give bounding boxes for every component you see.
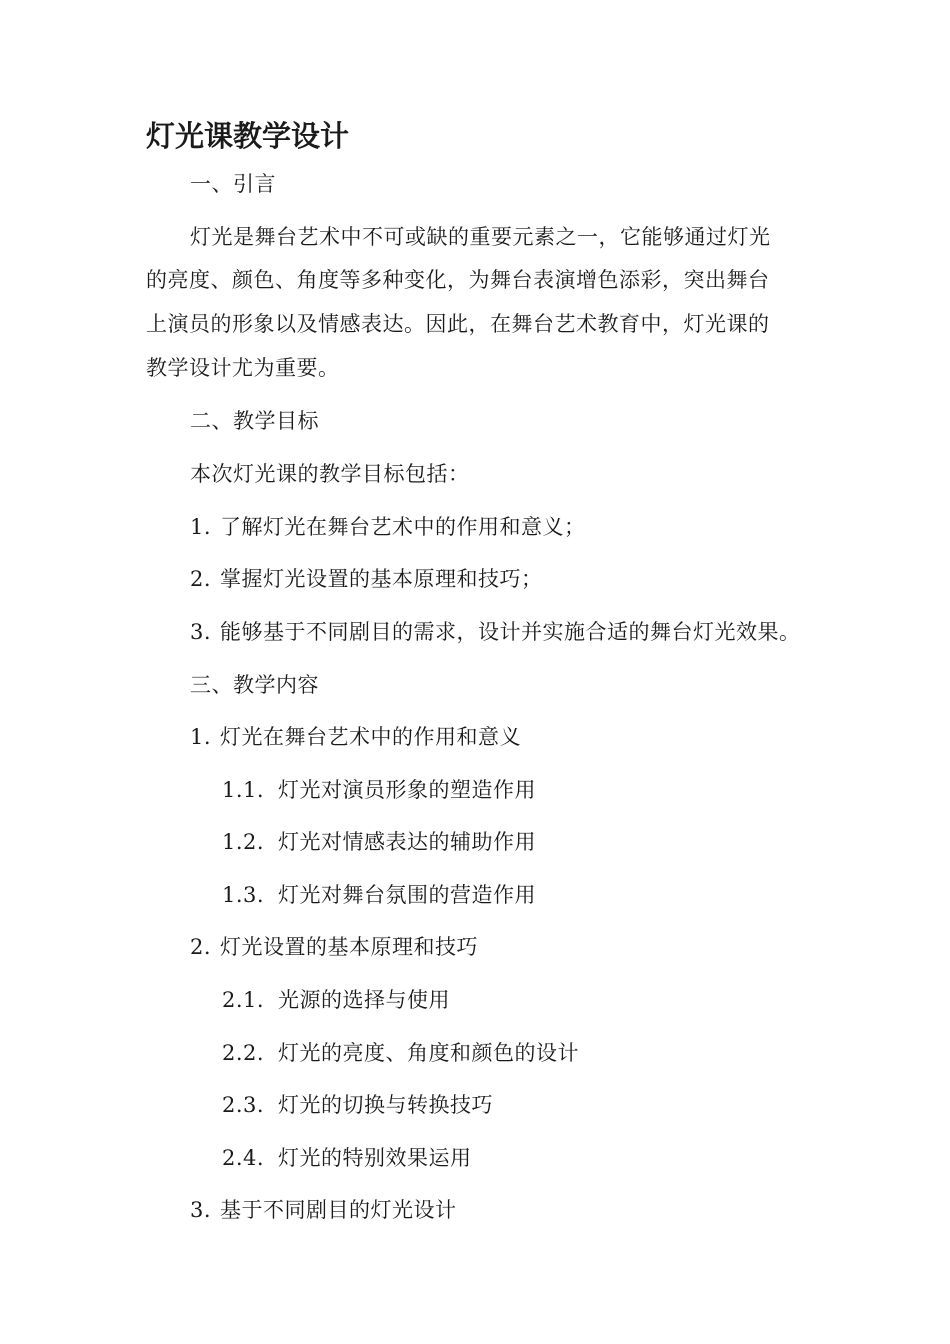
sub-list-item xyxy=(222,880,536,910)
list-item xyxy=(190,722,521,752)
sub-list-item-text: 灯光对演员形象的塑造作用 xyxy=(278,778,536,802)
list-item xyxy=(190,512,586,542)
sub-list-item xyxy=(222,1090,493,1120)
sub-list-item xyxy=(222,827,536,857)
sub-list-item xyxy=(222,775,536,805)
sub-list-item-number: 2.3. xyxy=(222,1093,265,1117)
list-item-text: 灯光在舞台艺术中的作用和意义 xyxy=(220,725,521,749)
sub-list-item-text: 光源的选择与使用 xyxy=(278,988,450,1012)
sub-list-item-number: 2.4. xyxy=(222,1146,265,1170)
objectives-intro: 本次灯光课的教学目标包括： xyxy=(190,462,470,486)
paragraph-line: 的亮度、颜色、角度等多种变化，为舞台表演增色添彩，突出舞台 xyxy=(146,268,770,292)
list-item-text: 掌握灯光设置的基本原理和技巧； xyxy=(220,567,543,591)
list-item-number: 1. xyxy=(190,515,212,539)
section-heading-objectives: 二、教学目标 xyxy=(190,409,319,433)
sub-list-item-text: 灯光对舞台氛围的营造作用 xyxy=(278,883,536,907)
list-item-text: 灯光设置的基本原理和技巧 xyxy=(220,935,478,959)
list-item xyxy=(190,617,801,647)
list-item-text: 了解灯光在舞台艺术中的作用和意义； xyxy=(220,515,586,539)
sub-list-item-text: 灯光的切换与转换技巧 xyxy=(278,1093,493,1117)
sub-list-item xyxy=(222,985,450,1015)
sub-list-item-text: 灯光对情感表达的辅助作用 xyxy=(278,830,536,854)
sub-list-item-text: 灯光的亮度、角度和颜色的设计 xyxy=(278,1041,579,1065)
document-title: 灯光课教学设计 xyxy=(146,119,350,153)
sub-list-item-number: 1.1. xyxy=(222,778,265,802)
list-item-number: 2. xyxy=(190,935,212,959)
section-heading-introduction: 一、引言 xyxy=(190,172,276,196)
list-item-number: 3. xyxy=(190,1198,212,1222)
list-item xyxy=(190,564,543,594)
list-item-text: 基于不同剧目的灯光设计 xyxy=(220,1198,457,1222)
sub-list-item-text: 灯光的特别效果运用 xyxy=(278,1146,472,1170)
paragraph-line: 教学设计尤为重要。 xyxy=(146,356,340,380)
list-item-text: 能够基于不同剧目的需求，设计并实施合适的舞台灯光效果。 xyxy=(220,620,801,644)
section-heading-content: 三、教学内容 xyxy=(190,673,319,697)
sub-list-item-number: 1.2. xyxy=(222,830,265,854)
sub-list-item-number: 2.1. xyxy=(222,988,265,1012)
sub-list-item-number: 1.3. xyxy=(222,883,265,907)
list-item xyxy=(190,932,478,962)
sub-list-item-number: 2.2. xyxy=(222,1041,265,1065)
paragraph-line: 灯光是舞台艺术中不可或缺的重要元素之一，它能够通过灯光 xyxy=(190,225,771,249)
list-item xyxy=(190,1195,457,1225)
list-item-number: 2. xyxy=(190,567,212,591)
list-item-number: 1. xyxy=(190,725,212,749)
sub-list-item xyxy=(222,1038,579,1068)
list-item-number: 3. xyxy=(190,620,212,644)
paragraph-line: 上演员的形象以及情感表达。因此，在舞台艺术教育中，灯光课的 xyxy=(146,312,770,336)
sub-list-item xyxy=(222,1143,472,1173)
